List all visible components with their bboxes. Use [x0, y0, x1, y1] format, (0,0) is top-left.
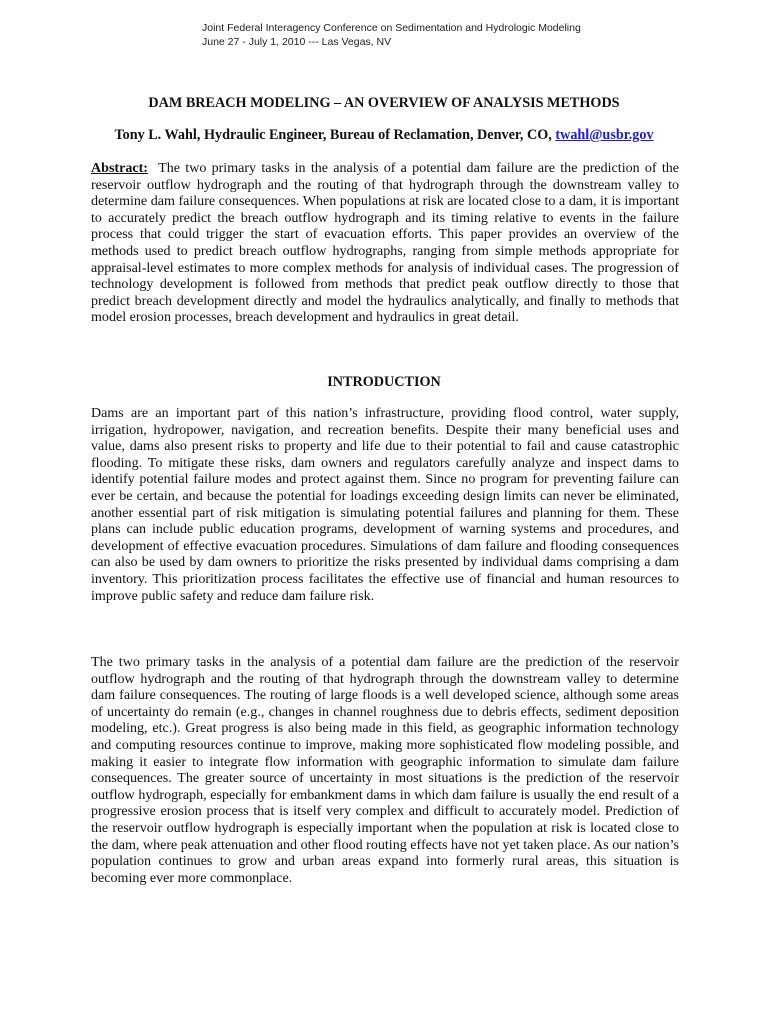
introduction-heading: INTRODUCTION [327, 374, 441, 390]
abstract-paragraph [91, 160, 679, 326]
abstract-text: The two primary tasks in the analysis of a potential dam failure are the prediction of the reservoir outflow hydrograph and the routing of that hydrograph through the downstream valley to determine dam failure consequences. When populations at risk are located close to a dam, it is important to accurately predict the breach outflow hydrograph and its timing relative to events in the failure process that could trigger the start of evacuation efforts. This paper provides an overview of the methods used to predict breach outflow hydrographs, ranging from simple methods appropriate for appraisal-level estimates to more complex methods for analysis of individual cases. The progression of technology development is followed from methods that predict peak outflow directly to those that predict breach development directly and model the hydraulics analytically, and finally to methods that model erosion processes, breach development and hydraulics in great detail. [91, 160, 679, 326]
introduction-paragraph-2: The two primary tasks in the analysis of a potential dam failure are the prediction of the reservoir outflow hydrograph and the routing of that hydrograph through the downstream valley to determine dam failure consequences. The routing of large floods is a well developed science, although some areas of uncertainty do remain (e.g., changes in channel roughness due to debris effects, sediment deposition modeling, etc.). Great progress is also being made in this field, as geographic information technology and computing resources continue to improve, making more sophisticated flow modeling possible, and making it easier to integrate flow information with geographic information to simulate dam failure consequences. The greater source of uncertainty in most situations is the prediction of the reservoir outflow hydrograph, especially for embankment dams in which dam failure is usually the end result of a progressive erosion process that is itself very complex and difficult to accurately model. Prediction of the reservoir outflow hydrograph is especially important when the population at risk is located close to the dam, where peak attenuation and other flood routing effects have not yet taken place. As our nation’s population continues to grow and urban areas expand into formerly rural areas, this situation is becoming ever more commonplace. [91, 654, 679, 886]
author-email-link[interactable]: twahl@usbr.gov [555, 127, 654, 143]
introduction-paragraph-1: Dams are an important part of this nation’s infrastructure, providing flood control, water supply, irrigation, hydropower, navigation, and recreation benefits. Despite their many beneficial uses and value, dams also present risks to property and life due to their potential to fail and cause catastrophic flooding. To mitigate these risks, dam owners and regulators carefully analyze and inspect dams to identify potential failure modes and protect against them. Since no program for preventing failure can ever be certain, and because the potential for loadings exceeding design limits can never be eliminated, another essential part of risk mitigation is simulating potential failures and planning for them. These plans can include public education programs, development of warning systems and procedures, and development of effective evacuation procedures. Simulations of dam failure and flooding consequences can also be used by dam owners to prioritize the risks presented by individual dams comprising a dam inventory. This prioritization process facilitates the effective use of financial and human resources to improve public safety and reduce dam failure risk. [91, 405, 679, 604]
conference-header [202, 21, 581, 49]
author-info: Tony L. Wahl, Hydraulic Engineer, Bureau of Reclamation, Denver, CO, [114, 127, 556, 143]
author-line [0, 126, 768, 144]
conference-dates-location: June 27 - July 1, 2010 --- Las Vegas, NV [202, 36, 392, 48]
conference-name: Joint Federal Interagency Conference on Sedimentation and Hydrologic Modeling [202, 22, 581, 34]
abstract-label: Abstract: [91, 160, 148, 176]
paper-title: DAM BREACH MODELING – AN OVERVIEW OF ANALYSIS METHODS [148, 95, 620, 111]
